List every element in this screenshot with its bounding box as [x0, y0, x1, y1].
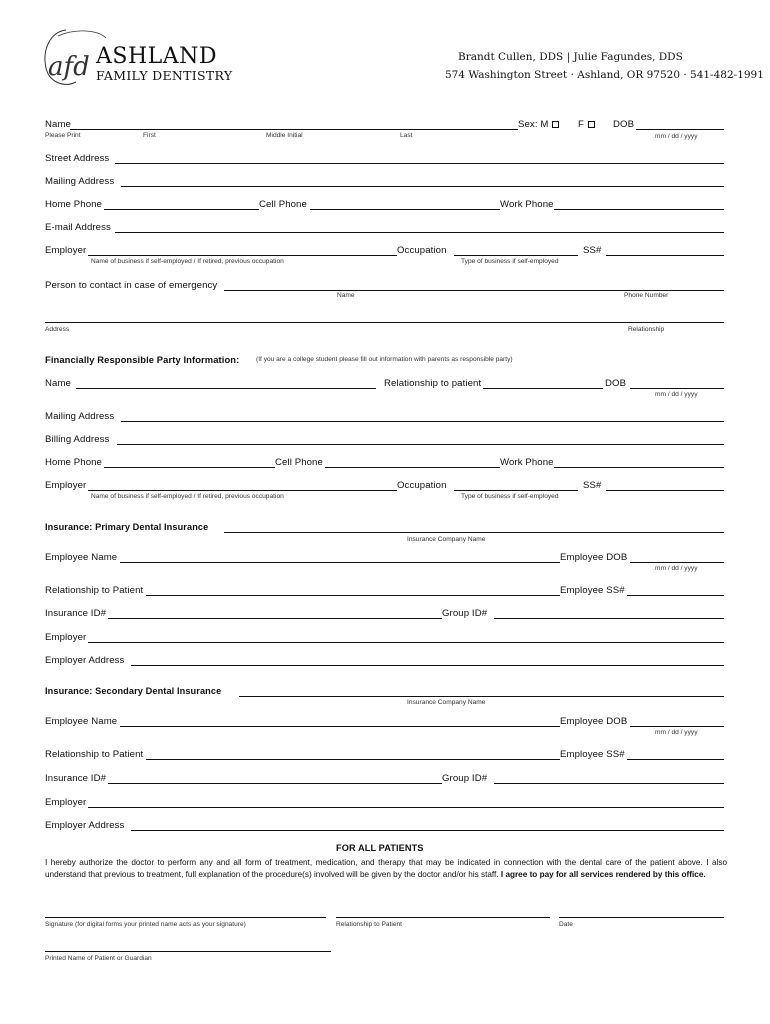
doctors-names: Brandt Cullen, DDS | Julie Fagundes, DDS	[458, 51, 683, 63]
secondary-employee-name-field[interactable]	[120, 726, 560, 727]
practice-logo	[36, 24, 276, 94]
signature-hint: Signature (for digital forms your printed name acts as your signature)	[45, 921, 246, 928]
ss-label: SS#	[583, 245, 602, 256]
rp-name-label: Name	[45, 378, 71, 389]
signature-field[interactable]	[45, 917, 326, 918]
dob-label: DOB	[613, 119, 635, 130]
mailing-address-label: Mailing Address	[45, 176, 115, 187]
logo-subtitle: FAMILY DENTISTRY	[96, 68, 233, 83]
employer-hint: Name of business if self-employed / If retired, previous occupation	[91, 258, 284, 265]
secondary-employer-address-field[interactable]	[131, 830, 724, 831]
sex-f-label: F	[578, 119, 595, 130]
primary-employee-ss-field[interactable]	[627, 595, 724, 596]
work-phone-label: Work Phone	[500, 199, 554, 210]
rp-relationship-field[interactable]	[483, 388, 603, 389]
secondary-insurance-heading: Insurance: Secondary Dental Insurance	[45, 686, 222, 696]
consent-heading: FOR ALL PATIENTS	[336, 843, 424, 853]
rp-employer-hint: Name of business if self-employed / If retired, previous occupation	[91, 493, 284, 500]
first-hint: First	[143, 132, 156, 139]
dob-format-hint: mm / dd / yyyy	[655, 133, 698, 140]
primary-employer-address-label: Employer Address	[45, 655, 125, 666]
consent-relationship-hint: Relationship to Patient	[336, 921, 402, 928]
primary-group-id-label: Group ID#	[442, 608, 488, 619]
primary-employer-address-field[interactable]	[131, 665, 724, 666]
rp-cell-phone-label: Cell Phone	[275, 457, 323, 468]
primary-insurance-id-label: Insurance ID#	[45, 608, 107, 619]
primary-company-field[interactable]	[224, 532, 724, 533]
responsible-party-heading: Financially Responsible Party Information:	[45, 354, 240, 365]
email-label: E-mail Address	[45, 222, 111, 233]
contact-relationship-hint: Relationship	[628, 326, 665, 333]
street-address-field[interactable]	[115, 163, 724, 164]
secondary-group-id-field[interactable]	[494, 783, 724, 784]
secondary-employee-dob-field[interactable]	[630, 726, 724, 727]
primary-insurance-id-field[interactable]	[108, 618, 442, 619]
secondary-relationship-label: Relationship to Patient	[45, 749, 144, 760]
cell-phone-label: Cell Phone	[259, 199, 307, 210]
secondary-group-id-label: Group ID#	[442, 773, 488, 784]
secondary-relationship-field[interactable]	[146, 759, 560, 760]
rp-billing-label: Billing Address	[45, 434, 110, 445]
emergency-contact-label: Person to contact in case of emergency	[45, 280, 218, 291]
secondary-employee-name-label: Employee Name	[45, 716, 118, 727]
employer-field[interactable]	[88, 255, 397, 256]
logo-name: ASHLAND	[96, 44, 218, 69]
rp-occupation-label: Occupation	[397, 480, 447, 491]
secondary-employer-field[interactable]	[88, 807, 724, 808]
rp-dob-label: DOB	[605, 378, 627, 389]
rp-occupation-hint: Type of business if self-employed	[461, 493, 559, 500]
primary-employee-name-field[interactable]	[120, 562, 560, 563]
secondary-dob-format-hint: mm / dd / yyyy	[655, 729, 698, 736]
rp-home-phone-label: Home Phone	[45, 457, 102, 468]
rp-employer-field[interactable]	[88, 490, 397, 491]
rp-cell-phone-field[interactable]	[325, 467, 500, 468]
secondary-employer-address-label: Employer Address	[45, 820, 125, 831]
secondary-employer-label: Employer	[45, 797, 87, 808]
contact-address-hint: Address	[45, 326, 70, 333]
secondary-insurance-id-field[interactable]	[108, 783, 442, 784]
primary-employee-dob-field[interactable]	[630, 562, 724, 563]
secondary-insurance-id-label: Insurance ID#	[45, 773, 107, 784]
consent-relationship-field[interactable]	[336, 917, 550, 918]
contact-name-hint: Name	[337, 292, 355, 299]
responsible-party-note: (If you are a college student please fill out information with parents as responsible party)	[256, 356, 513, 363]
date-hint: Date	[559, 921, 573, 928]
rp-work-phone-label: Work Phone	[500, 457, 554, 468]
secondary-company-hint: Insurance Company Name	[407, 699, 486, 706]
secondary-employee-ss-label: Employee SS#	[560, 749, 625, 760]
primary-employer-label: Employer	[45, 632, 87, 643]
work-phone-field[interactable]	[554, 209, 724, 210]
mailing-address-field[interactable]	[121, 186, 724, 187]
rp-billing-field[interactable]	[117, 444, 724, 445]
sex-label: Sex: M	[518, 119, 559, 130]
please-print-hint: Please Print	[45, 132, 81, 139]
rp-dob-format-hint: mm / dd / yyyy	[655, 391, 698, 398]
rp-ss-label: SS#	[583, 480, 602, 491]
secondary-employee-dob-label: Employee DOB	[560, 716, 628, 727]
last-hint: Last	[400, 132, 413, 139]
email-field[interactable]	[115, 232, 724, 233]
primary-dob-format-hint: mm / dd / yyyy	[655, 565, 698, 572]
ss-field[interactable]	[606, 255, 724, 256]
occupation-field[interactable]	[454, 255, 578, 256]
sex-m-checkbox[interactable]	[552, 121, 559, 128]
name-label: Name	[45, 119, 71, 130]
rp-mailing-field[interactable]	[121, 421, 724, 422]
primary-employer-field[interactable]	[88, 642, 724, 643]
secondary-company-field[interactable]	[239, 696, 724, 697]
rp-relationship-label: Relationship to patient	[384, 378, 482, 389]
primary-company-hint: Insurance Company Name	[407, 536, 486, 543]
primary-insurance-heading: Insurance: Primary Dental Insurance	[45, 522, 209, 532]
rp-work-phone-field[interactable]	[554, 467, 724, 468]
emergency-contact-field[interactable]	[224, 290, 724, 291]
logo-monogram: afd	[48, 52, 90, 82]
primary-employee-dob-label: Employee DOB	[560, 552, 628, 563]
primary-group-id-field[interactable]	[494, 618, 724, 619]
dob-field[interactable]	[636, 129, 724, 130]
consent-text: I hereby authorize the doctor to perform any and all form of treatment, medication, and therapy that may be indicated in connection with the dental care of the patient above. I also understand that previous to treatment, full explanation of the procedure(s) involved will be given by the doctor and/or his staff. I agree to pay for all services rendered by this office.	[45, 858, 727, 879]
rp-home-phone-field[interactable]	[104, 467, 275, 468]
primary-employee-ss-label: Employee SS#	[560, 585, 625, 596]
home-phone-field[interactable]	[104, 209, 259, 210]
rp-employer-label: Employer	[45, 480, 87, 491]
name-field[interactable]	[70, 129, 518, 130]
primary-relationship-field[interactable]	[146, 595, 560, 596]
printed-name-hint: Printed Name of Patient or Guardian	[45, 955, 152, 962]
street-address-label: Street Address	[45, 153, 110, 164]
date-field[interactable]	[559, 917, 724, 918]
sex-f-checkbox[interactable]	[588, 121, 595, 128]
occupation-label: Occupation	[397, 245, 447, 256]
primary-relationship-label: Relationship to Patient	[45, 585, 144, 596]
emergency-address-field[interactable]	[45, 322, 724, 323]
employer-label: Employer	[45, 245, 87, 256]
practice-address: 574 Washington Street · Ashland, OR 97520 · 541-482-1991	[445, 69, 764, 81]
cell-phone-field[interactable]	[310, 209, 500, 210]
secondary-employee-ss-field[interactable]	[627, 759, 724, 760]
consent-payment-agreement: I agree to pay for all services rendered by this office.	[500, 870, 706, 879]
rp-occupation-field[interactable]	[454, 490, 578, 491]
primary-employee-name-label: Employee Name	[45, 552, 118, 563]
occupation-hint: Type of business if self-employed	[461, 258, 559, 265]
rp-dob-field[interactable]	[630, 388, 724, 389]
rp-mailing-label: Mailing Address	[45, 411, 115, 422]
rp-name-field[interactable]	[76, 388, 376, 389]
contact-phone-hint: Phone Number	[624, 292, 669, 299]
home-phone-label: Home Phone	[45, 199, 102, 210]
rp-ss-field[interactable]	[606, 490, 724, 491]
middle-hint: Middle Initial	[266, 132, 303, 139]
printed-name-field[interactable]	[45, 951, 331, 952]
